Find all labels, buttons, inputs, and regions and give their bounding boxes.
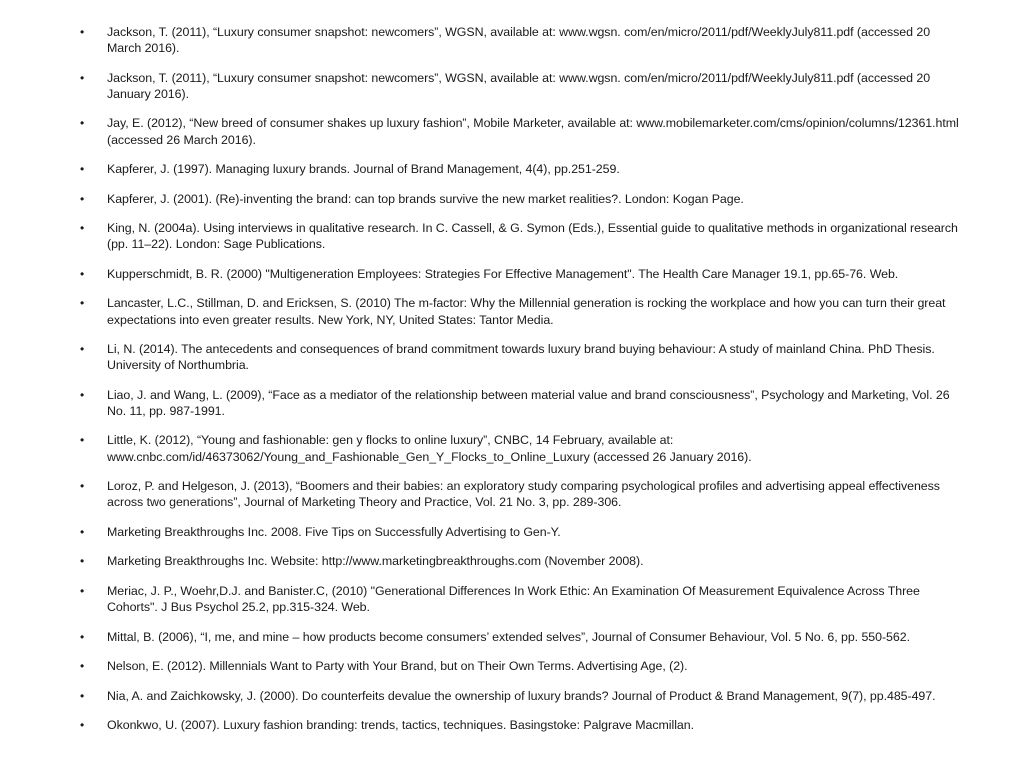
bullet-icon: • (80, 524, 85, 539)
bullet-icon: • (80, 25, 85, 39)
reference-item (80, 658, 964, 674)
reference-item (80, 70, 964, 102)
reference-text: Little, K. (2012), “Young and fashionable: gen y flocks to online luxury”, CNBC, 14 February, available at: www.cnbc.com/id/46373062/Young_and_Fashionable_Gen_Y_Flocks_to_Online_Luxury (accessed 26 January 2016). (107, 433, 752, 464)
bullet-icon: • (80, 688, 85, 703)
reference-item (80, 24, 964, 56)
reference-text: Marketing Breakthroughs Inc. Website: http://www.marketingbreakthroughs.com (November 2008). (107, 554, 644, 569)
reference-text: Jackson, T. (2011), “Luxury consumer snapshot: newcomers”, WGSN, available at: www.wgsn. com/en/micro/2011/pdf/WeeklyJuly811.pdf (accessed 20 March 2016). (107, 25, 931, 56)
reference-item (80, 478, 964, 510)
reference-text: Jay, E. (2012), “New breed of consumer shakes up luxury fashion”, Mobile Marketer, available at: www.mobilemarketer.com/cms/opinion/columns/12361.html (accessed 26 March 2016). (107, 116, 959, 147)
bullet-icon: • (80, 296, 85, 311)
reference-item (80, 295, 964, 327)
reference-item (80, 266, 964, 282)
bullet-icon: • (80, 70, 85, 85)
reference-item (80, 629, 964, 645)
bullet-icon: • (80, 162, 85, 177)
reference-text: King, N. (2004a). Using interviews in qualitative research. In C. Cassell, & G. Symon (Eds.), Essential guide to qualitative methods in organizational research (pp. 11–22). London: Sage Publications. (107, 221, 958, 252)
bullet-icon: • (80, 554, 85, 569)
reference-text: Meriac, J. P., Woehr,D.J. and Banister.C, (2010) "Generational Differences In Work Ethic: An Examination Of Measurement Equivalence Across Three Cohorts". J Bus Psychol 25.2, pp.315-324. Web. (107, 583, 920, 615)
reference-item (80, 553, 964, 569)
reference-item (80, 688, 964, 704)
bullet-icon: • (80, 191, 85, 206)
reference-item (80, 583, 964, 615)
bullet-icon: • (80, 718, 85, 733)
reference-text: Jackson, T. (2011), “Luxury consumer snapshot: newcomers”, WGSN, available at: www.wgsn. com/en/micro/2011/pdf/WeeklyJuly811.pdf (accessed 20 January 2016). (107, 70, 931, 101)
reference-item (80, 191, 964, 207)
bullet-icon: • (80, 387, 85, 402)
reference-text: Kupperschmidt, B. R. (2000) "Multigeneration Employees: Strategies For Effective Management". The Health Care Manager 19.1, pp.65-76. Web. (107, 266, 899, 281)
reference-item (80, 341, 964, 373)
reference-item (80, 432, 964, 464)
reference-item (80, 717, 964, 733)
bullet-icon: • (80, 433, 85, 448)
reference-text: Nelson, E. (2012). Millennials Want to Party with Your Brand, but on Their Own Terms. Advertising Age, (2). (107, 659, 688, 674)
reference-item (80, 524, 964, 540)
reference-text: Mittal, B. (2006), “I, me, and mine – how products become consumers’ extended selves”, Journal of Consumer Behaviour, Vol. 5 No. 6, pp. 550-562. (107, 629, 910, 644)
reference-list (80, 24, 964, 733)
reference-text: Li, N. (2014). The antecedents and consequences of brand commitment towards luxury brand buying behaviour: A study of mainland China. PhD Thesis. University of Northumbria. (107, 342, 935, 373)
reference-text: Liao, J. and Wang, L. (2009), “Face as a mediator of the relationship between material value and brand consciousness”, Psychology and Marketing, Vol. 26 No. 11, pp. 987-1991. (107, 387, 950, 418)
bullet-icon: • (80, 659, 85, 674)
bullet-icon: • (80, 583, 85, 598)
reference-item (80, 161, 964, 177)
bullet-icon: • (80, 479, 85, 494)
reference-item (80, 115, 964, 147)
reference-text: Okonkwo, U. (2007). Luxury fashion branding: trends, tactics, techniques. Basingstoke: Palgrave Macmillan. (107, 718, 694, 733)
bullet-icon: • (80, 116, 85, 131)
reference-text: Kapferer, J. (2001). (Re)-inventing the brand: can top brands survive the new market realities?. London: Kogan Page. (107, 191, 744, 206)
bullet-icon: • (80, 629, 85, 644)
reference-item (80, 220, 964, 252)
bullet-icon: • (80, 221, 85, 236)
reference-text: Lancaster, L.C., Stillman, D. and Ericksen, S. (2010) The m-factor: Why the Millennial generation is rocking the workplace and how you can turn their great expectations into even greater results. New York, NY, United States: Tantor Media. (107, 296, 946, 327)
reference-text: Nia, A. and Zaichkowsky, J. (2000). Do counterfeits devalue the ownership of luxury brands? Journal of Product & Brand Management, 9(7), pp.485-497. (107, 688, 936, 703)
reference-item (80, 387, 964, 419)
bullet-icon: • (80, 342, 85, 357)
bullet-icon: • (80, 266, 85, 281)
reference-text: Kapferer, J. (1997). Managing luxury brands. Journal of Brand Management, 4(4), pp.251-259. (107, 162, 620, 177)
reference-text: Loroz, P. and Helgeson, J. (2013), “Boomers and their babies: an exploratory study comparing psychological profiles and advertising appeal effectiveness across two generations”, Journal of Marketing Theory and Practice, Vol. 21 No. 3, pp. 289-306. (107, 479, 940, 510)
reference-text: Marketing Breakthroughs Inc. 2008. Five Tips on Successfully Advertising to Gen-Y. (107, 524, 561, 539)
